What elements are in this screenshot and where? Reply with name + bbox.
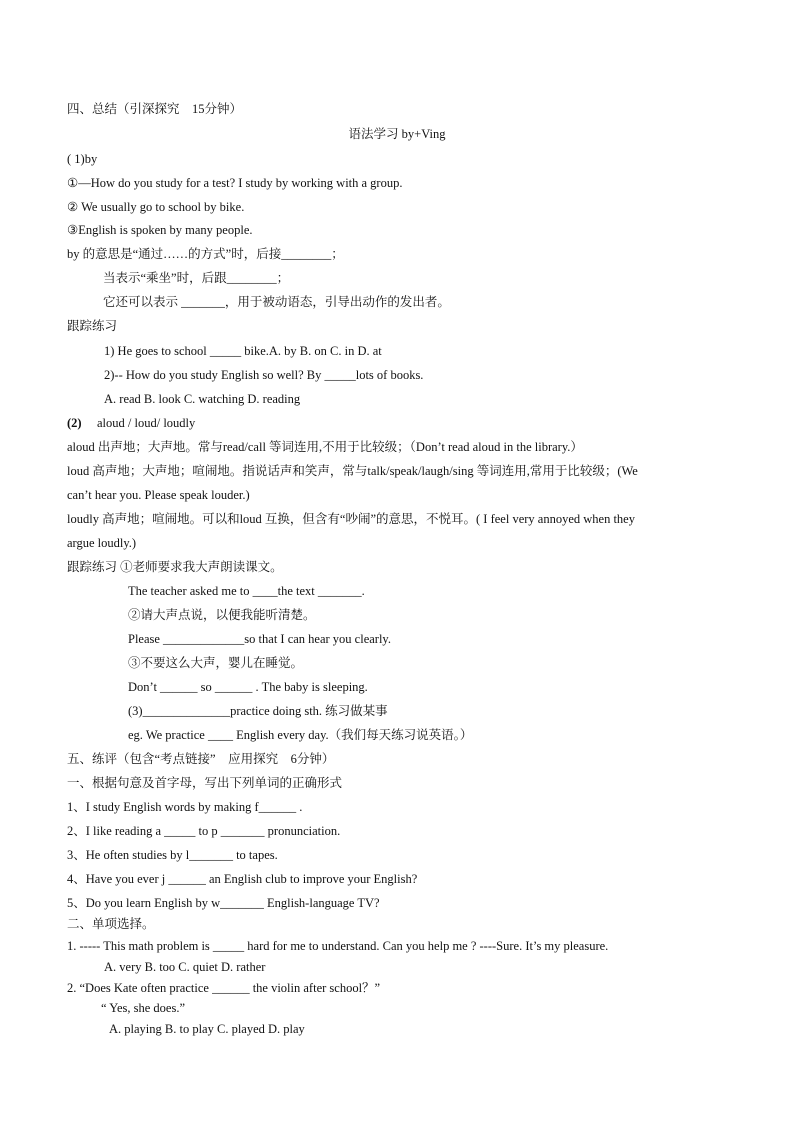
exercise-item: 5、Do you learn English by w_______ English-language TV? <box>67 896 380 910</box>
practice-question: The teacher asked me to ____the text _______. <box>128 584 365 598</box>
point-practice-heading: (3)______________practice doing sth. 练习做某事 <box>128 704 388 718</box>
grammar-title: 语法学习 by+Ving <box>348 127 446 141</box>
point-aloud-heading: aloud / loud/ loudly <box>97 416 196 430</box>
rule-text: 当表示“乘坐”时，后跟________； <box>103 271 290 285</box>
multiple-choice-question: “ Yes, she does.” <box>101 1001 186 1015</box>
practice-prompt: ③不要这么大声，婴儿在睡觉。 <box>128 656 304 670</box>
practice-options: A. read B. look C. watching D. reading <box>104 392 301 406</box>
practice-question: 2)-- How do you study English so well? By _____lots of books. <box>104 368 424 382</box>
example-sentence: ② We usually go to school by bike. <box>67 200 245 214</box>
explanation-text: loud 高声地；大声地；喧闹地。指说话声和笑声，常与talk/speak/laugh/sing 等词连用,常用于比较级；(We <box>67 464 638 478</box>
exercise-heading: 二、单项选择。 <box>67 917 155 931</box>
exercise-item: 4、Have you ever j ______ an English club to improve your English? <box>67 872 418 886</box>
multiple-choice-question: 1. ----- This math problem is _____ hard for me to understand. Can you help me ? ----Sure. It’s my pleasure. <box>67 939 609 953</box>
example-sentence: ①—How do you study for a test? I study by working with a group. <box>67 176 403 190</box>
section-heading-summary: 四、总结（引深探究 15分钟） <box>67 102 243 116</box>
practice-heading: 跟踪练习 ①老师要求我大声朗读课文。 <box>67 560 283 574</box>
multiple-choice-options: A. playing B. to play C. played D. play <box>109 1022 305 1036</box>
explanation-text: loudly 高声地；喧闹地。可以和loud 互换，但含有“吵闹”的意思，不悦耳。( I feel very annoyed when they <box>67 512 635 526</box>
exercise-heading: 一、根据句意及首字母，写出下列单词的正确形式 <box>67 776 343 790</box>
explanation-text: can’t hear you. Please speak louder.) <box>67 488 250 502</box>
exercise-item: 2、I like reading a _____ to p _______ pronunciation. <box>67 824 341 838</box>
section-heading-practice: 五、练评（包含“考点链接” 应用探究 6分钟） <box>67 752 335 766</box>
practice-question: Please _____________so that I can hear you clearly. <box>128 632 392 646</box>
example-sentence: ③English is spoken by many people. <box>67 223 253 237</box>
explanation-text: argue loudly.) <box>67 536 137 550</box>
multiple-choice-options: A. very B. too C. quiet D. rather <box>104 960 266 974</box>
point-number: (2) <box>67 416 82 430</box>
point-by-heading: ( 1)by <box>67 152 98 166</box>
practice-heading: 跟踪练习 <box>67 319 118 333</box>
example-sentence: eg. We practice ____ English every day.（我们每天练习说英语。） <box>128 728 473 742</box>
multiple-choice-question: 2. “Does Kate often practice ______ the violin after school？” <box>67 981 381 995</box>
exercise-item: 3、He often studies by l_______ to tapes. <box>67 848 278 862</box>
practice-prompt: ②请大声点说，以便我能听清楚。 <box>128 608 316 622</box>
rule-text: 它还可以表示 _______，用于被动语态，引导出动作的发出者。 <box>103 295 450 309</box>
practice-question: Don’t ______ so ______ . The baby is sleeping. <box>128 680 368 694</box>
rule-text: by 的意思是“通过……的方式”时，后接________； <box>67 247 344 261</box>
explanation-text: aloud 出声地；大声地。常与read/call 等词连用,不用于比较级；（Don’t read aloud in the library.） <box>67 440 583 454</box>
exercise-item: 1、I study English words by making f______ . <box>67 800 303 814</box>
practice-question: 1) He goes to school _____ bike.A. by B. on C. in D. at <box>104 344 382 358</box>
